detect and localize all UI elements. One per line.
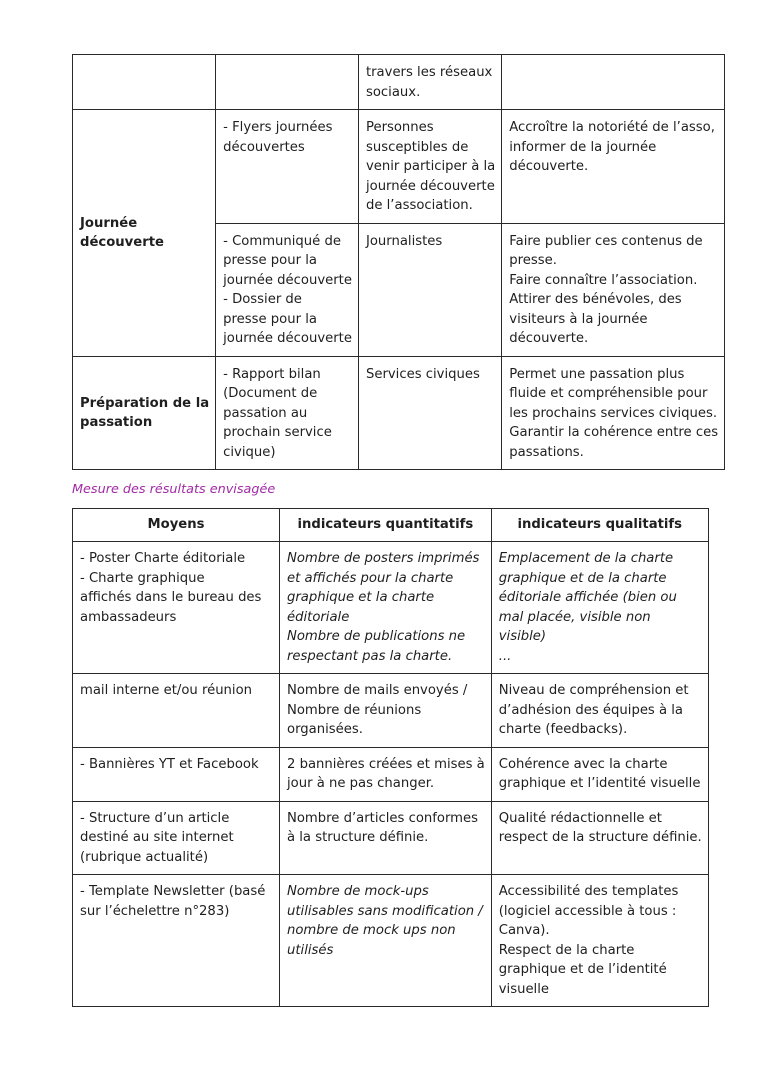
- cell-text-line: graphique et la charte: [287, 590, 435, 605]
- means-cell: [73, 875, 280, 1007]
- quantitative-cell: [280, 542, 492, 674]
- cell-text-line: respect de la structure définie.: [498, 830, 702, 845]
- cell-text-line: graphique et de l’identité: [498, 962, 667, 977]
- cell-text-line: Préparation de la: [80, 395, 210, 411]
- table-row: [73, 356, 725, 470]
- cell-text-line: ...: [498, 648, 512, 664]
- cell-text-line: presse pour la: [223, 253, 317, 268]
- cell-text-line: jour à ne pas changer.: [287, 776, 435, 791]
- cell-text-line: graphique et de la charte: [498, 570, 667, 586]
- cell-text-line: Nombre de mails envoyés /: [287, 683, 468, 698]
- cell-text-line: - Template Newsletter (basé: [80, 884, 266, 899]
- cell-text-line: d’adhésion des équipes à la: [498, 702, 684, 718]
- target-cell: [358, 223, 501, 356]
- objective-cell: [502, 55, 725, 110]
- cell-text-line: - Poster Charte éditoriale: [80, 551, 246, 566]
- cell-text-line: (Document de: [223, 386, 318, 401]
- cell-text-line: prochain service: [223, 425, 332, 440]
- cell-text-line: les prochains services civiques.: [509, 405, 718, 421]
- cell-text-line: découverte.: [509, 159, 589, 174]
- cell-text-line: graphique et l’identité visuelle: [498, 776, 701, 791]
- cell-text-line: charte (feedbacks).: [498, 722, 628, 737]
- cell-text-line: Nombre de posters imprimés: [287, 551, 480, 566]
- cell-text-line: Garantir la cohérence entre ces: [509, 425, 719, 440]
- cell-text-line: utilisés: [287, 942, 334, 958]
- means-cell: [73, 542, 280, 674]
- table-row: [73, 674, 709, 748]
- cell-text-line: Canva).: [498, 923, 550, 938]
- cell-text-line: mal placée, visible non: [498, 609, 651, 625]
- objective-cell: [502, 110, 725, 224]
- support-cell: [216, 110, 359, 224]
- quantitative-cell: [280, 747, 492, 801]
- table-row: [73, 55, 725, 110]
- row-head-cell: [73, 356, 216, 470]
- qualitative-cell: [491, 875, 708, 1007]
- cell-text-line: visiteurs à la journée: [509, 311, 648, 327]
- cell-text-line: - Structure d’un article: [80, 810, 230, 826]
- cell-text-line: ambassadeurs: [80, 609, 177, 625]
- cell-text-line: Nombre d’articles conformes: [287, 810, 478, 826]
- cell-text-line: - Flyers journées: [223, 120, 333, 135]
- target-cell: [358, 110, 501, 224]
- cell-text-line: journée découverte: [365, 178, 495, 194]
- cell-text-line: Journalistes: [365, 233, 443, 249]
- cell-text-line: informer de la journée: [509, 139, 657, 155]
- cell-text-line: - Bannières YT et Facebook: [80, 756, 259, 772]
- cell-text-line: Qualité rédactionnelle et: [498, 810, 662, 826]
- table-row: [73, 747, 709, 801]
- objective-cell: [502, 356, 725, 470]
- communication-actions-table: [72, 54, 725, 470]
- cell-text-line: Respect de la charte: [498, 942, 635, 958]
- cell-text-line: 2 bannières créées et mises à: [287, 756, 485, 772]
- cell-text-line: Accroître la notoriété de l’asso,: [509, 120, 715, 135]
- cell-text-line: éditoriale affichée (bien ou: [498, 590, 677, 605]
- qualitative-cell: [491, 801, 708, 875]
- cell-text-line: (logiciel accessible à tous :: [498, 903, 677, 919]
- header-cell: indicateurs qualitatifs: [491, 509, 708, 542]
- header-cell: indicateurs quantitatifs: [280, 509, 492, 542]
- objective-cell: [502, 223, 725, 356]
- cell-text-line: éditoriale: [287, 609, 350, 625]
- cell-text-line: - Charte graphique: [80, 570, 205, 586]
- cell-text-line: susceptibles de: [365, 139, 469, 155]
- support-cell: [216, 356, 359, 470]
- cell-text-line: - Rapport bilan: [223, 366, 321, 382]
- cell-text-line: à la structure définie.: [287, 830, 429, 845]
- cell-text-line: presse pour la: [223, 311, 317, 327]
- cell-text-line: presse.: [509, 253, 557, 268]
- cell-text-line: utilisables sans modification /: [287, 903, 483, 919]
- cell-text-line: Permet une passation plus: [509, 366, 685, 382]
- quantitative-cell: [280, 801, 492, 875]
- cell-text-line: Nombre de réunions: [287, 702, 422, 718]
- cell-text-line: passation au: [223, 405, 308, 421]
- target-cell: [358, 356, 501, 470]
- results-measurement-table: [72, 508, 709, 1007]
- cell-text-line: Accessibilité des templates: [498, 884, 679, 899]
- cell-text-line: Attirer des bénévoles, des: [509, 292, 682, 307]
- row-head-cell: [73, 55, 216, 110]
- cell-text-line: nombre de mock ups non: [287, 923, 456, 938]
- target-cell: [358, 55, 501, 110]
- cell-text-line: découverte.: [509, 331, 589, 346]
- quantitative-cell: [280, 674, 492, 748]
- cell-text-line: passation: [80, 415, 153, 431]
- cell-text-line: venir participer à la: [365, 159, 496, 174]
- table-row: [73, 542, 709, 674]
- cell-text-line: Emplacement de la charte: [498, 551, 674, 566]
- cell-text-line: journée découverte: [223, 272, 352, 288]
- cell-text-line: Journée: [80, 215, 138, 231]
- cell-text-line: Personnes: [365, 120, 434, 135]
- cell-text-line: Cohérence avec la charte: [498, 756, 668, 772]
- quantitative-cell: [280, 875, 492, 1007]
- support-cell: [216, 55, 359, 110]
- cell-text-line: et affichés pour la charte: [287, 570, 454, 586]
- cell-text-line: Niveau de compréhension et: [498, 683, 689, 698]
- cell-text-line: Services civiques: [365, 366, 480, 382]
- qualitative-cell: [491, 542, 708, 674]
- table-row: [73, 801, 709, 875]
- table-row: [73, 875, 709, 1007]
- qualitative-cell: [491, 674, 708, 748]
- cell-text-line: de l’association.: [365, 198, 473, 213]
- cell-text-line: visuelle: [498, 981, 550, 997]
- cell-text-line: sur l’échelettre n°283): [80, 903, 230, 919]
- cell-text-line: travers les réseaux: [365, 65, 493, 80]
- cell-text-line: destiné au site internet: [80, 830, 234, 845]
- means-cell: [73, 801, 280, 875]
- cell-text-line: découverte: [80, 235, 164, 251]
- cell-text-line: Nombre de publications ne: [287, 629, 466, 644]
- cell-text-line: sociaux.: [365, 84, 421, 100]
- table-header-row: [73, 509, 709, 542]
- header-cell: Moyens: [73, 509, 280, 542]
- cell-text-line: journée découverte: [223, 331, 352, 346]
- cell-text-line: Nombre de mock-ups: [287, 884, 429, 899]
- section-title: Mesure des résultats envisagée: [72, 482, 276, 497]
- cell-text-line: Faire connaître l’association.: [509, 272, 698, 288]
- cell-text-line: respectant pas la charte.: [287, 648, 453, 664]
- qualitative-cell: [491, 747, 708, 801]
- means-cell: [73, 674, 280, 748]
- cell-text-line: civique): [223, 444, 276, 460]
- cell-text-line: - Dossier de: [223, 292, 302, 307]
- support-cell: [216, 223, 359, 356]
- cell-text-line: mail interne et/ou réunion: [80, 683, 253, 698]
- cell-text-line: visible): [498, 629, 547, 644]
- cell-text-line: (rubrique actualité): [80, 849, 209, 865]
- cell-text-line: fluide et compréhensible pour: [509, 386, 708, 401]
- cell-text-line: découvertes: [223, 139, 305, 155]
- means-cell: [73, 747, 280, 801]
- cell-text-line: affichés dans le bureau des: [80, 590, 262, 605]
- cell-text-line: passations.: [509, 444, 584, 460]
- row-head-cell: [73, 110, 216, 357]
- cell-text-line: - Communiqué de: [223, 233, 341, 249]
- cell-text-line: organisées.: [287, 722, 363, 737]
- cell-text-line: Faire publier ces contenus de: [509, 233, 703, 249]
- table-row: [73, 110, 725, 224]
